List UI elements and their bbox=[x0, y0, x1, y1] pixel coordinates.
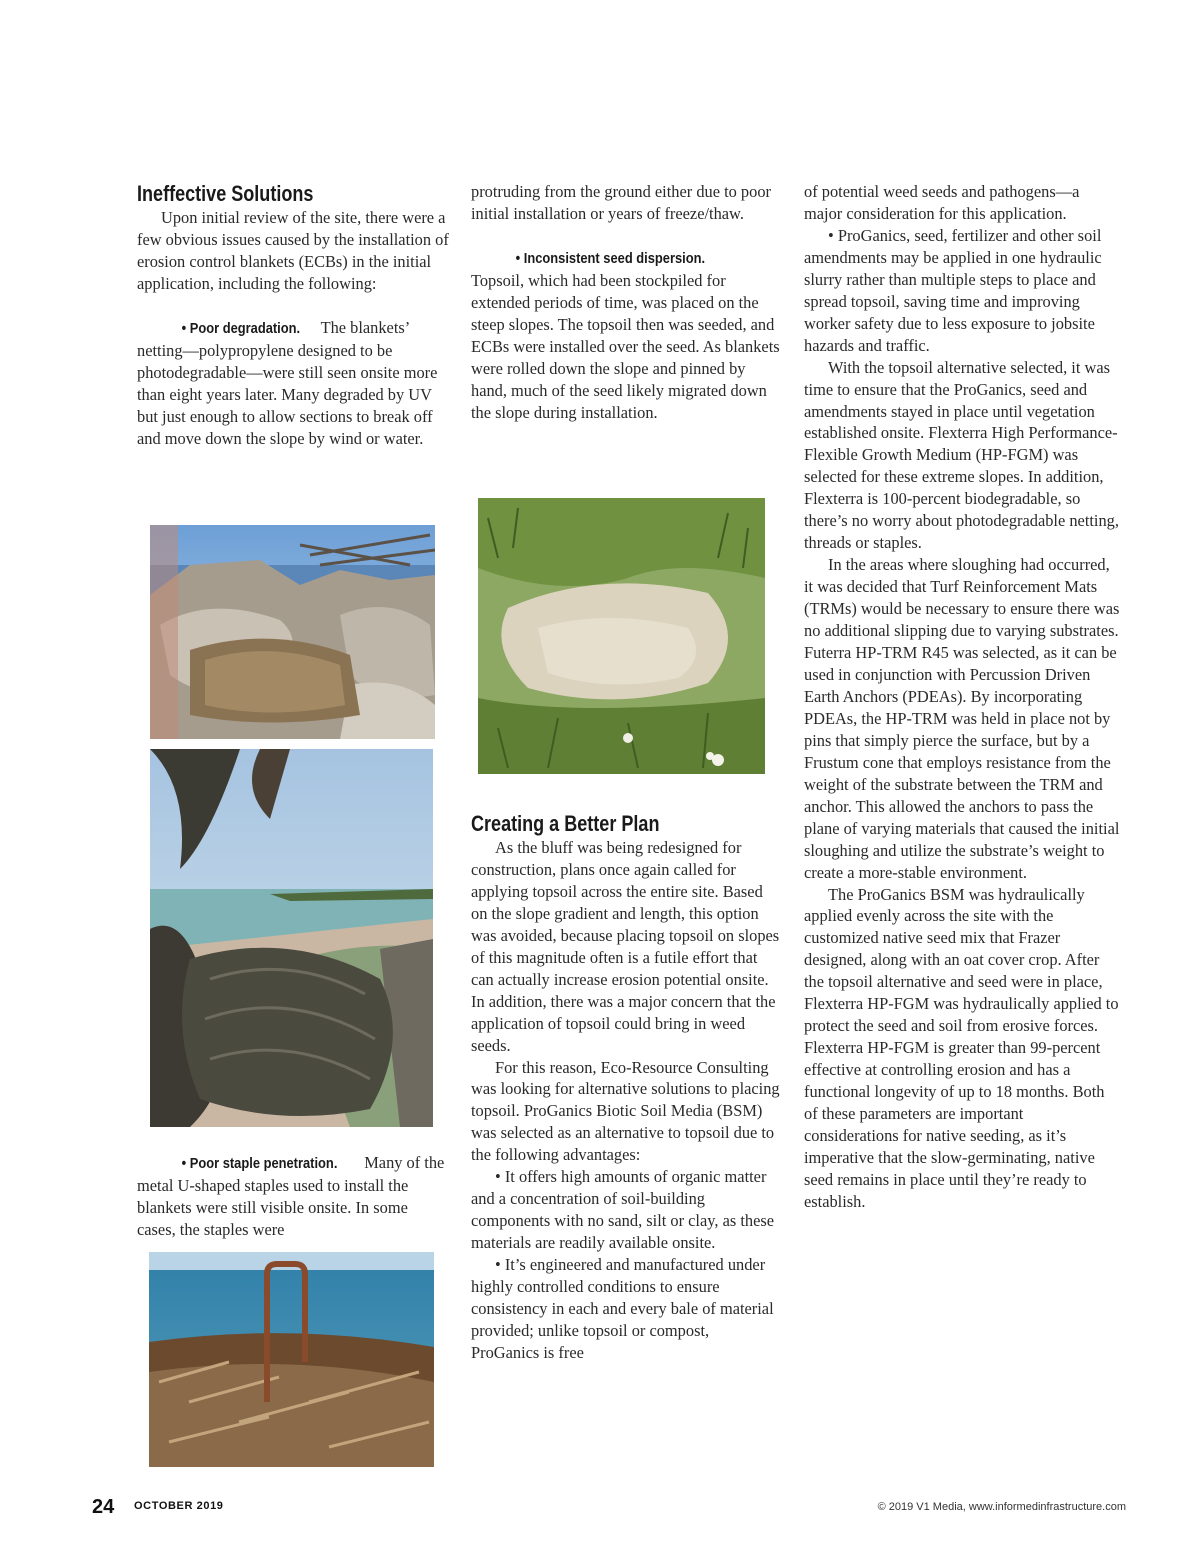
bullet-lead: • Poor staple penetration. bbox=[181, 1155, 338, 1172]
paragraph: As the bluff was being redesigned for construction, plans once again called for applying topsoil across the entire site. Based on the slope gradient and length, this option was avoided, because placing topsoil on slopes of this magnitude often is a futile effort that can actually increase erosion potential onsite. In addition, there was a major concern that the application of topsoil could bring in weed seeds. bbox=[471, 838, 780, 1055]
photo-grass-and-cracked-soil bbox=[478, 498, 765, 774]
continued-paragraph: of potential weed seeds and pathogens—a major consideration for this application. bbox=[804, 182, 1080, 223]
continued-paragraph: protruding from the ground either due to poor initial installation or years of freeze/thaw. bbox=[471, 182, 771, 223]
issue-date: OCTOBER 2019 bbox=[134, 1500, 224, 1512]
column-1-lower bbox=[137, 1152, 449, 1241]
page-footer bbox=[92, 1496, 1126, 1520]
section-heading-better-plan: Creating a Better Plan bbox=[471, 811, 660, 836]
paragraph: In the areas where sloughing had occurred, it was decided that Turf Reinforcement Mats (TRMs) would be necessary to ensure there was no additional slipping due to varying substrates. Futerra HP-TRM R45 was selected, as it can be used in conjunction with Percussion Driven Earth Anchors (PDEAs). By incorporating PDEAs, the HP-TRM was held in place not by pins that simply pierce the surface, but by a Frustum cone that employs resistance from the weight of the substrate between the TRM and anchor. This allowed the anchors to pass the plane of varying materials that caused the initial sloughing and utilize the substrate’s weight to create a more-stable environment. bbox=[804, 555, 1120, 882]
paragraph: The ProGanics BSM was hydraulically applied evenly across the site with the customized native seed mix that Frazer designed, along with an oat cover crop. After the topsoil alternative and seed were in place, Flexterra HP-FGM was hydraulically applied to protect the seed and soil from erosive forces. Flexterra HP-FGM is greater than 99-percent effective at controlling erosion and has a functional longevity of up to 18 months. Both of these parameters are important considerations for native seeding, as it’s imperative that the slow-germinating, native seed remains in place until they’re ready to establish. bbox=[804, 884, 1119, 1211]
bullet-text: Many of the metal U-shaped staples used to install the blankets were still visible onsite. In some cases, the staples were bbox=[137, 1153, 445, 1239]
bullet-organic-matter: • It offers high amounts of organic matter and a concentration of soil-building components with no sand, silt or clay, as these materials are readily available onsite. bbox=[471, 1167, 775, 1253]
photo-u-shaped-staple bbox=[149, 1252, 434, 1467]
column-1 bbox=[137, 181, 449, 450]
photo-degraded-blanket-on-rocks bbox=[150, 525, 435, 739]
seed-dispersion-text: Topsoil, which had been stockpiled for extended periods of time, was placed on the steep slopes. The topsoil then was seeded, and ECBs were installed over the seed. As blankets were rolled down the slope and pinned by hand, much of the seed likely migrated down the slope during installation. bbox=[471, 270, 780, 422]
bullet-inconsistent-seed-dispersion bbox=[471, 247, 781, 270]
bullet-poor-staple-penetration bbox=[137, 1152, 449, 1241]
photo-tangled-netting-on-bluff bbox=[150, 749, 433, 1127]
section-heading-ineffective-solutions: Ineffective Solutions bbox=[137, 181, 314, 206]
bullet-engineered: • It’s engineered and manufactured under highly controlled conditions to ensure consistency in each and every bale of material provided; unlike topsoil or compost, ProGanics is free bbox=[471, 1255, 774, 1362]
bullet-proganics-slurry: • ProGanics, seed, fertilizer and other soil amendments may be applied in one hydraulic slurry rather than multiple steps to place and spread topsoil, saving time and improving worker safety due to less exposure to jobsite hazards and traffic. bbox=[804, 225, 1102, 355]
bullet-lead: • Inconsistent seed dispersion. bbox=[515, 249, 706, 267]
column-2 bbox=[471, 181, 781, 424]
column-3 bbox=[804, 181, 1120, 1213]
paragraph: With the topsoil alternative selected, it was time to ensure that the ProGanics, seed and amendments stayed in place until vegetation established onsite. Flexterra High Performance-Flexible Growth Medium (HP-FGM) was selected for these extreme slopes. In addition, Flexterra is 100-percent biodegradable, so there’s no worry about photodegradable netting, threads or staples. bbox=[804, 357, 1119, 553]
bullet-text: The blankets’ netting—polypropylene designed to be photodegradable—were still seen onsite more than eight years later. Many degraded by UV but just enough to allow sections to break off and move down the slope by wind or water. bbox=[137, 317, 438, 448]
copyright-notice: © 2019 V1 Media, www.informedinfrastructure.com bbox=[877, 1501, 1126, 1513]
column-2-lower bbox=[471, 811, 781, 1364]
bullet-poor-degradation bbox=[137, 317, 449, 450]
intro-paragraph: Upon initial review of the site, there were a few obvious issues caused by the installation of erosion control blankets (ECBs) in the initial application, including the following: bbox=[137, 208, 449, 293]
bullet-lead: • Poor degradation. bbox=[181, 319, 301, 337]
page-number: 24 bbox=[92, 1496, 115, 1518]
paragraph: For this reason, Eco-Resource Consulting was looking for alternative solutions to placing topsoil. ProGanics Biotic Soil Media (BSM) was selected as an alternative to topsoil due to the following advantages: bbox=[471, 1057, 780, 1165]
